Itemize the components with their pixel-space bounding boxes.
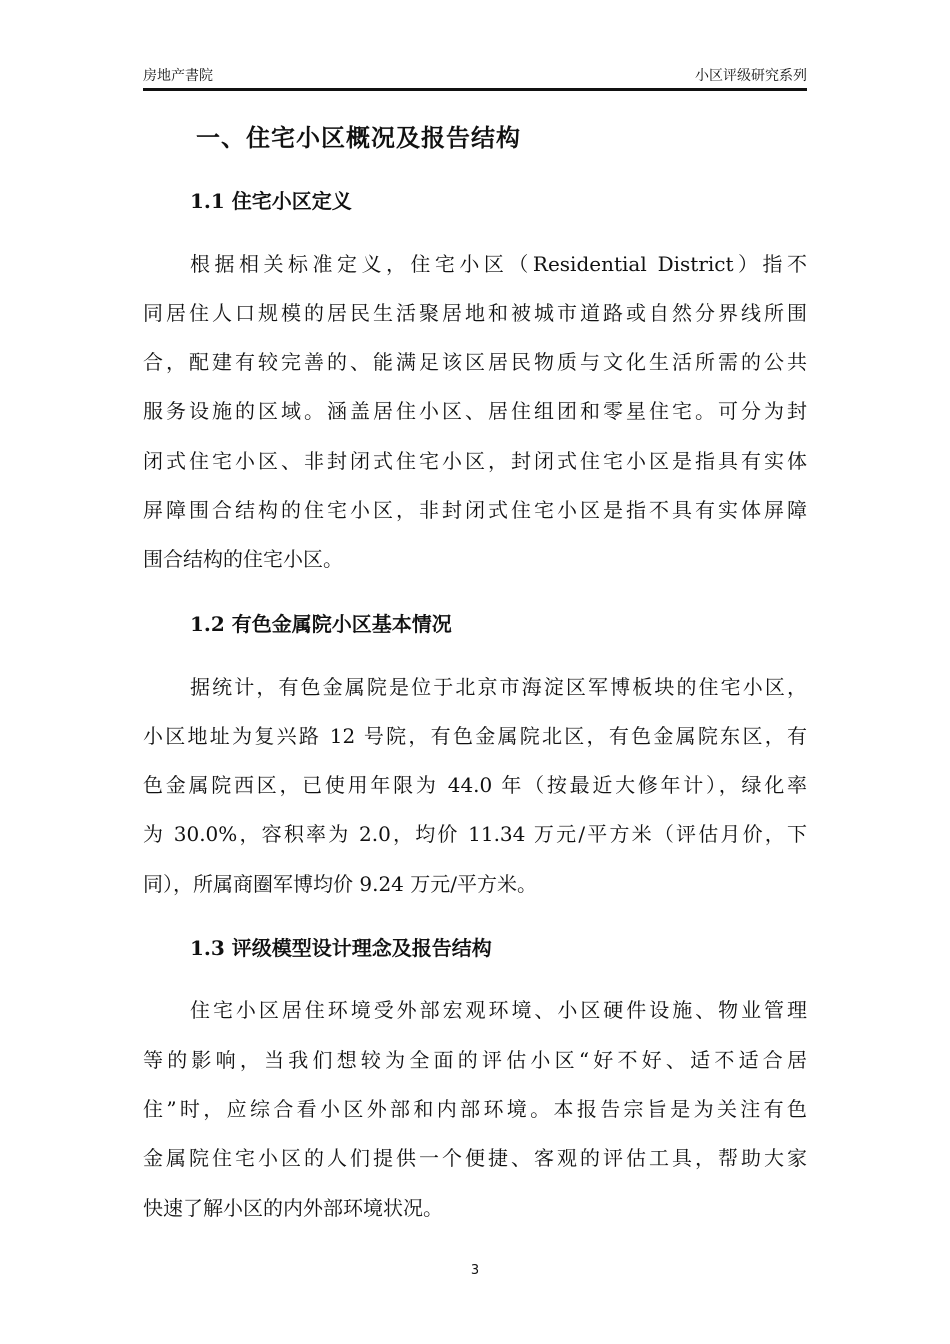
section-heading-1-3: 1.3 评级模型设计理念及报告结构 — [190, 936, 492, 960]
paragraph-line: 围合结构的住宅小区。 — [143, 547, 343, 571]
paragraph-line: 闭式住宅小区、非封闭式住宅小区，封闭式住宅小区是指具有实体 — [143, 449, 807, 473]
paragraph-line: 合，配建有较完善的、能满足该区居民物质与文化生活所需的公共 — [143, 350, 807, 374]
paragraph-line: 快速了解小区的内外部环境状况。 — [143, 1196, 443, 1220]
paragraph-line: 同），所属商圈军博均价 9.24 万元/平方米。 — [143, 872, 537, 896]
section-heading-1-2: 1.2 有色金属院小区基本情况 — [190, 612, 452, 636]
paragraph-line: 为 30.0%，容积率为 2.0，均价 11.34 万元/平方米（评估月价，下 — [143, 822, 807, 846]
paragraph-line: 据统计，有色金属院是位于北京市海淀区军博板块的住宅小区， — [190, 675, 807, 699]
paragraph-line: 等的影响，当我们想较为全面的评估小区“好不好、适不适合居 — [143, 1048, 807, 1072]
paragraph-line: 同居住人口规模的居民生活聚居地和被城市道路或自然分界线所围 — [143, 301, 807, 325]
paragraph-line: 小区地址为复兴路 12 号院，有色金属院北区，有色金属院东区，有 — [143, 724, 807, 748]
paragraph-line: 根据相关标准定义，住宅小区（Residential District）指不 — [190, 252, 807, 276]
paragraph-line: 色金属院西区，已使用年限为 44.0 年（按最近大修年计），绿化率 — [143, 773, 807, 797]
paragraph-line: 屏障围合结构的住宅小区，非封闭式住宅小区是指不具有实体屏障 — [143, 498, 807, 522]
paragraph-line: 住宅小区居住环境受外部宏观环境、小区硬件设施、物业管理 — [190, 998, 807, 1022]
page-header — [143, 66, 807, 91]
header-publisher: 房地产書院 — [143, 68, 213, 84]
paragraph-line: 住”时，应综合看小区外部和内部环境。本报告宗旨是为关注有色 — [143, 1097, 807, 1121]
section-heading-1-1: 1.1 住宅小区定义 — [190, 189, 352, 213]
paragraph-line: 金属院住宅小区的人们提供一个便捷、客观的评估工具，帮助大家 — [143, 1146, 807, 1170]
paragraph-line: 服务设施的区域。涵盖居住小区、居住组团和零星住宅。可分为封 — [143, 399, 807, 423]
page-number: 3 — [470, 1263, 480, 1278]
chapter-title: 一、住宅小区概况及报告结构 — [196, 123, 521, 152]
header-series-title: 小区评级研究系列 — [695, 68, 807, 84]
